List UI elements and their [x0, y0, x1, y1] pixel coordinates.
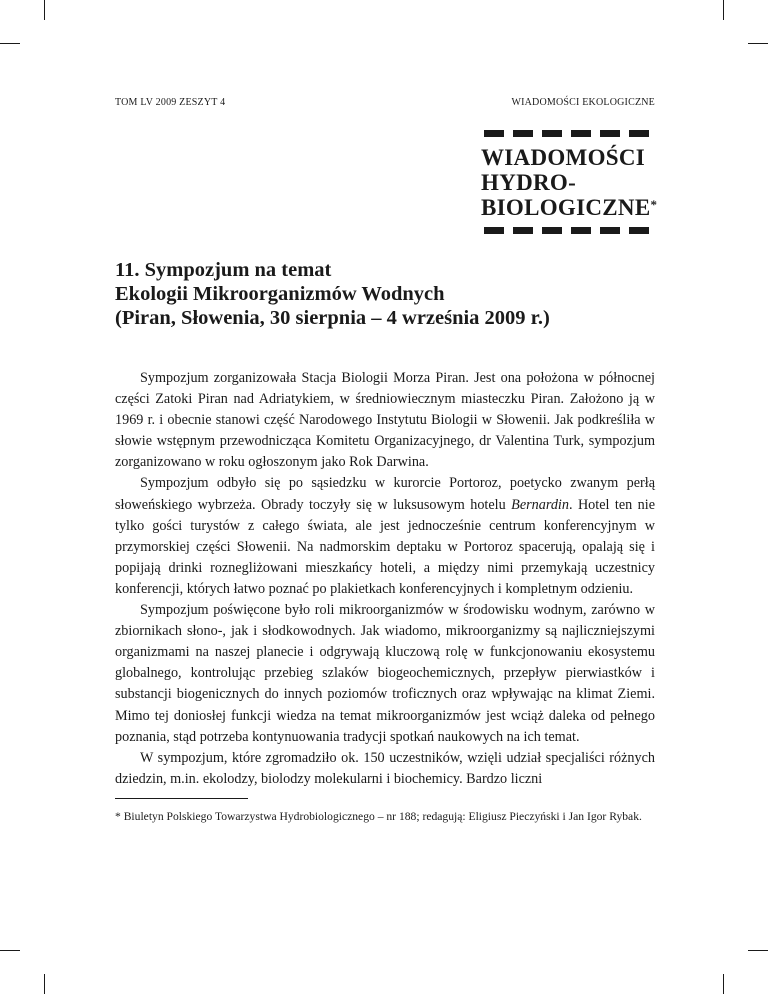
hotel-name: Bernardin: [511, 496, 569, 513]
article-title-line: 11. Sympozjum na temat: [115, 259, 332, 281]
crop-mark: [748, 950, 768, 951]
running-head-journal: WIADOMOŚCI EKOLOGICZNE: [511, 97, 655, 108]
running-head: [115, 97, 655, 111]
crop-mark: [723, 974, 724, 994]
article-title: [115, 258, 675, 330]
crop-mark: [44, 974, 45, 994]
section-title-line: BIOLOGICZNE*: [481, 195, 658, 220]
article-body: [115, 368, 655, 790]
article-title-line: Ekologii Mikroorganizmów Wodnych: [115, 283, 445, 305]
crop-mark: [44, 0, 45, 20]
article-title-line: (Piran, Słowenia, 30 sierpnia – 4 września 2009 r.): [115, 307, 550, 329]
section-title-line: WIADOMOŚCI: [481, 145, 646, 170]
crop-mark: [723, 0, 724, 20]
footnote: * Biuletyn Polskiego Towarzystwa Hydrobiologicznego – nr 188; redagują: Eligiusz Pieczyński i Jan Igor Rybak.: [115, 810, 642, 823]
footnote-rule: [115, 798, 248, 799]
section-title: [481, 145, 681, 220]
section-dash-rule-bottom: [484, 227, 656, 234]
section-title-line: HYDRO-: [481, 170, 577, 195]
crop-mark: [0, 950, 20, 951]
body-paragraph: W sympozjum, które zgromadziło ok. 150 uczestników, wzięli udział specjaliści różnych dziedzin, m.in. ekolodzy, biolodzy molekularni i biochemicy. Bardzo liczni: [115, 749, 655, 787]
footnote-marker: *: [650, 197, 658, 212]
crop-mark: [748, 43, 768, 44]
running-head-volume: TOM LV 2009 ZESZYT 4: [115, 97, 226, 108]
body-paragraph: Sympozjum poświęcone było roli mikroorganizmów w środowisku wodnym, zarówno w zbiornikach słono-, jak i słodkowodnych. Jak wiadomo, mikroorganizmy są najliczniejszymi organizmami na naszej planecie i odgrywają kluczową rolę w funkcjonowaniu ekosystemu globalnego, kontrolując przebieg szlaków biogeochemicznych, przepływ pierwiastków i substancji biogenicznych do innych poziomów troficznych oraz wpływając na klimat Ziemi. Mimo tej doniosłej funkcji wiedza na temat mikroorganizmów jest wciąż daleka od pełnego poznania, stąd potrzeba kontynuowania tradycji spotkań naukowych na ich temat.: [115, 602, 655, 745]
section-dash-rule-top: [484, 130, 656, 137]
body-paragraph: Sympozjum odbyło się po sąsiedzku w kurorcie Portoroz, poetycko zwanym perłą słoweńskiego wybrzeża. Obrady toczyły się w luksusowym hotelu Bernardin. Hotel ten nie tylko gości turystów z całego świata, ale jest jednocześnie centrum konferencyjnym w przymorskiej części Słowenii. Na nadmorskim deptaku w Portoroz spacerują, opalają się i popijają drinki roznegliżowani mieszkańcy hoteli, a między nimi przemykają uczestnicy konferencji, których łatwo poznać po plakietkach konferencyjnych i kompletnym odzieniu.: [115, 475, 656, 597]
body-paragraph: Sympozjum zorganizowała Stacja Biologii Morza Piran. Jest ona położona w północnej części Zatoki Piran nad Adriatykiem, w średniowiecznym miasteczku Piran. Założono ją w 1969 r. i obecnie stanowi część Narodowego Instytutu Biologii w Słowenii. Jak podkreśliła w słowie wstępnym przewodnicząca Komitetu Organizacyjnego, dr Valentina Turk, sympozjum zorganizowano w roku ogłoszonym jako Rok Darwina.: [115, 370, 655, 471]
crop-mark: [0, 43, 20, 44]
